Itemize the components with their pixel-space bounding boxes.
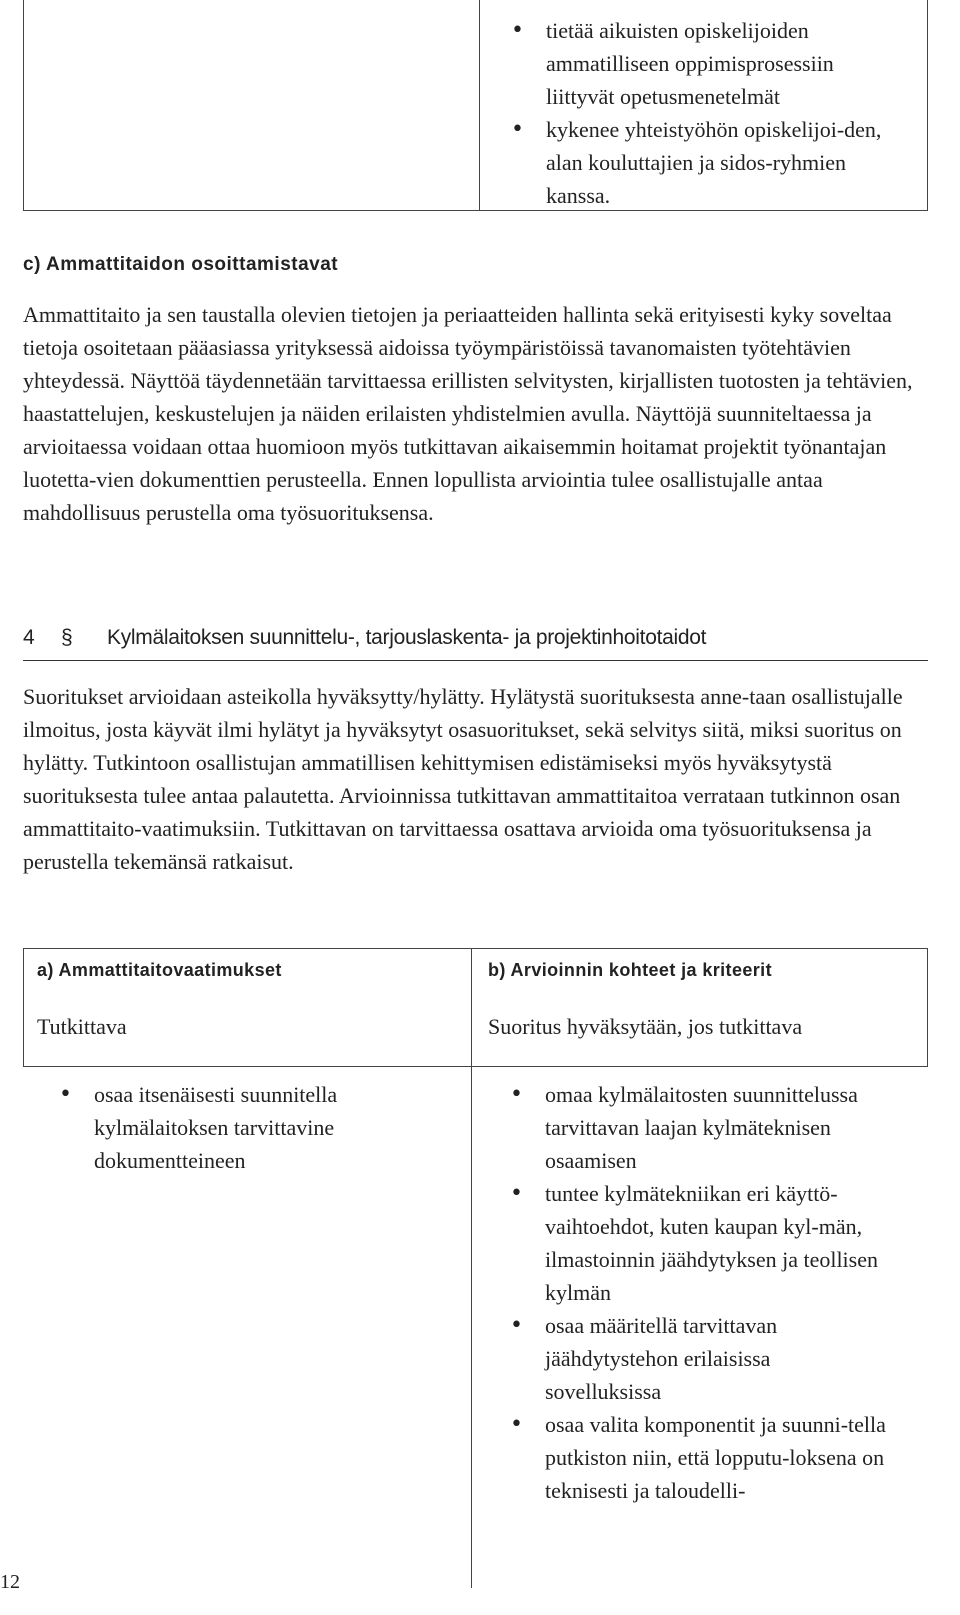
table-column-divider [471, 948, 472, 1588]
list-item [506, 14, 926, 113]
section-4-title [23, 620, 928, 661]
col-a-list [54, 1078, 434, 1177]
list-item-text: tuntee kylmätekniikan eri käyttö-vaihtoehdot, kuten kaupan kyl-män, ilmastoinnin jäähdytyksen ja teollisen kylmän [545, 1181, 878, 1305]
section-4-paragraph: Suoritukset arvioidaan asteikolla hyväksytty/hylätty. Hylätystä suorituksesta anne-taan osallistujalle ilmoitus, josta käyvät ilmi hylätyt ja hyväksytyt osasuoritukset, sekä selvitys siitä, miksi suoritus on hylätty. Tutkintoon osallistujan ammatillisen kehittymisen edistämiseksi myös hyväksytystä suorituksesta tulee antaa palautetta. Arvioinnissa tutkittavan ammattitaitoa verrataan tutkinnon osan ammattitaito-vaatimuksiin. Tutkittavan on tarvittaessa osattava arvioida oma työsuorituksensa ja perustella tekemänsä ratkaisut. [23, 684, 903, 874]
list-item [505, 1177, 928, 1309]
list-item-text: tietää aikuisten opiskelijoiden ammatilliseen oppimisprosessiin liittyvät opetusmenetelmät [546, 18, 834, 109]
list-item-text: omaa kylmälaitosten suunnittelussa tarvittavan laajan kylmäteknisen osaamisen [545, 1082, 858, 1173]
list-item [505, 1408, 928, 1507]
col-b-list [505, 1078, 928, 1507]
page-number: 12 [0, 1571, 20, 1593]
table-column-divider [479, 0, 480, 210]
list-item [505, 1078, 928, 1177]
top-table-right-list [506, 14, 926, 212]
section-symbol: § [61, 626, 73, 649]
list-item-text: kykenee yhteistyöhön opiskelijoi-den, alan kouluttajien ja sidos-ryhmien kanssa. [546, 117, 882, 208]
section-c-heading: c) Ammattitaidon osoittamistavat [23, 254, 339, 275]
section-number: 4 [23, 626, 35, 649]
list-item-text: osaa valita komponentit ja suunni-tella putkiston niin, että lopputu-loksena on teknisesti ja taloudelli- [545, 1412, 886, 1503]
continuation-table [23, 0, 928, 211]
table-right-border [927, 948, 928, 1066]
table-top-border [23, 948, 928, 949]
list-item [506, 113, 926, 212]
table-left-border [23, 948, 24, 1066]
col-a-subheader: Tutkittava [37, 1014, 127, 1039]
table-header-border [23, 1066, 928, 1067]
list-item [54, 1078, 434, 1177]
criteria-table [23, 948, 928, 1588]
col-b-subheader: Suoritus hyväksytään, jos tutkittava [488, 1014, 803, 1039]
section-title-text: Kylmälaitoksen suunnittelu-, tarjouslaskenta- ja projektinhoitotaidot [107, 626, 707, 649]
list-item-text: osaa määritellä tarvittavan jäähdytystehon erilaisissa sovelluksissa [545, 1313, 778, 1404]
list-item-text: osaa itsenäisesti suunnitella kylmälaitoksen tarvittavine dokumentteineen [94, 1082, 338, 1173]
col-b-header: b) Arvioinnin kohteet ja kriteerit [488, 960, 772, 980]
col-a-header: a) Ammattitaitovaatimukset [37, 960, 282, 980]
section-c-paragraph: Ammattitaito ja sen taustalla olevien tietojen ja periaatteiden hallinta sekä erityisesti kyky soveltaa tietoja osoitetaan pääasiassa yrityksessä aidoissa työympäristöissä tavanomaisten työtehtävien yhteydessä. Näyttöä täydennetään tarvittaessa erillisten selvitysten, kirjallisten tuotosten ja tehtävien, haastattelujen, keskustelujen ja näiden erilaisten yhdistelmien avulla. Näyttöjä suunniteltaessa ja arvioitaessa voidaan ottaa huomioon myös tutkittavan aikaisemmin hoitamat projektit työnantajan luotetta-vien dokumenttien perusteella. Ennen lopullista arviointia tulee osallistujalle antaa mahdollisuus perustella oma työsuorituksensa. [23, 302, 913, 525]
list-item [505, 1309, 928, 1408]
